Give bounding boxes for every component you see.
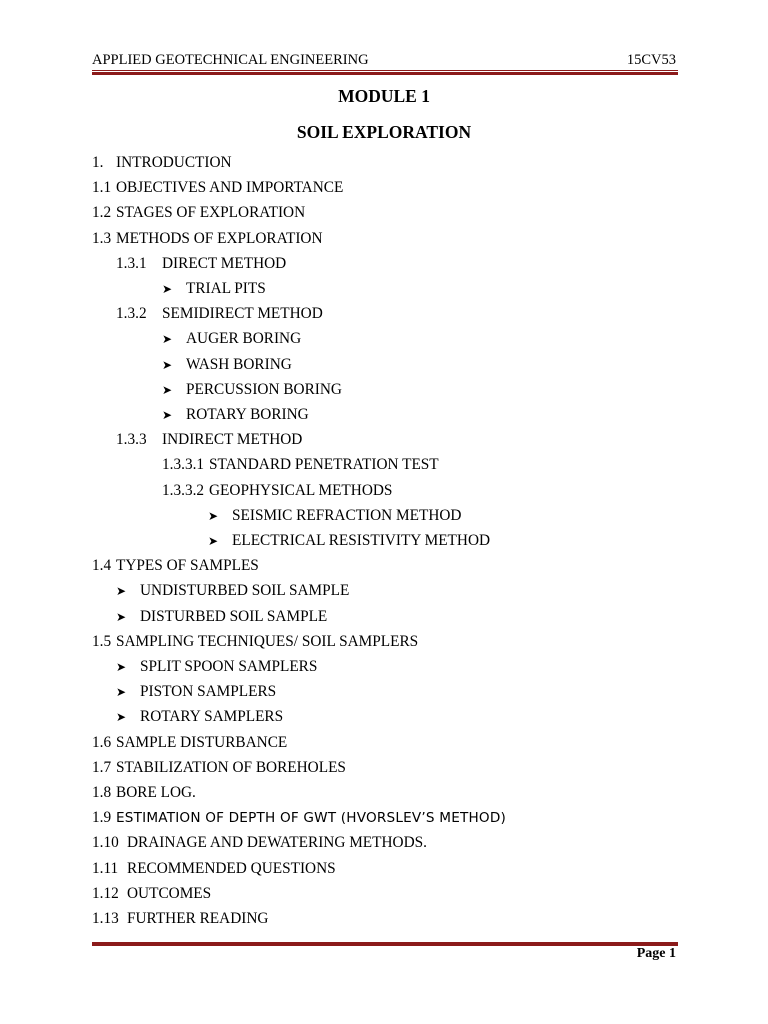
toc-entry bbox=[116, 607, 327, 627]
arrow-bullet-icon: ➤ bbox=[116, 610, 127, 624]
arrow-bullet-icon: ➤ bbox=[162, 408, 173, 422]
toc-entry-label: PISTON SAMPLERS bbox=[140, 683, 277, 700]
toc-entry bbox=[162, 405, 309, 425]
arrow-bullet-icon: ➤ bbox=[162, 358, 173, 372]
arrow-bullet-icon: ➤ bbox=[116, 660, 127, 674]
toc-entry-label: WASH BORING bbox=[186, 356, 292, 373]
toc-entry-number: 1.3.3.2 bbox=[162, 482, 205, 499]
toc-entry-label: INDIRECT METHOD bbox=[162, 431, 303, 448]
toc-entry-label: STABILIZATION OF BOREHOLES bbox=[116, 759, 346, 776]
toc-entry-number: 1.2 bbox=[92, 204, 112, 221]
toc-entry-number: 1.8 bbox=[92, 784, 112, 801]
toc-entry bbox=[92, 859, 336, 879]
toc-entry-label: DRAINAGE AND DEWATERING METHODS. bbox=[127, 834, 427, 851]
toc-entry-label: TYPES OF SAMPLES bbox=[116, 557, 259, 574]
toc-entry-number: 1.4 bbox=[92, 557, 112, 574]
toc-entry bbox=[162, 279, 266, 299]
toc-entry bbox=[92, 884, 211, 904]
toc-entry-number: 1. bbox=[92, 154, 104, 171]
toc-entry bbox=[92, 758, 346, 778]
module-title: SOIL EXPLORATION bbox=[296, 122, 472, 142]
toc-entry-number: 1.12 bbox=[92, 885, 119, 902]
toc-entry-label: STANDARD PENETRATION TEST bbox=[209, 456, 439, 473]
toc-entry-label: STAGES OF EXPLORATION bbox=[116, 204, 306, 221]
toc-entry-label: OBJECTIVES AND IMPORTANCE bbox=[116, 179, 344, 196]
toc-entry bbox=[92, 203, 305, 223]
toc-entry bbox=[208, 531, 490, 551]
toc-entry bbox=[208, 506, 461, 526]
header-course-code: 15CV53 bbox=[626, 52, 676, 68]
toc-entry-label: BORE LOG. bbox=[116, 784, 196, 801]
toc-entry-number: 1.3 bbox=[92, 230, 112, 247]
toc-entry-label: ROTARY BORING bbox=[186, 406, 309, 423]
toc-entry-label: SEISMIC REFRACTION METHOD bbox=[232, 507, 462, 524]
toc-entry-label: RECOMMENDED QUESTIONS bbox=[127, 860, 336, 877]
toc-entry-label: AUGER BORING bbox=[186, 330, 302, 347]
module-heading: MODULE 1 bbox=[338, 86, 430, 106]
toc-entry-label: ELECTRICAL RESISTIVITY METHOD bbox=[232, 532, 491, 549]
arrow-bullet-icon: ➤ bbox=[116, 584, 127, 598]
toc-entry-label: ROTARY SAMPLERS bbox=[140, 708, 284, 725]
arrow-bullet-icon: ➤ bbox=[208, 534, 219, 548]
toc-entry-label: SEMIDIRECT METHOD bbox=[162, 305, 323, 322]
toc-entry bbox=[92, 909, 268, 929]
toc-entry bbox=[92, 178, 343, 198]
toc-entry bbox=[92, 833, 427, 853]
toc-entry-number: 1.3.3 bbox=[116, 431, 147, 448]
arrow-bullet-icon: ➤ bbox=[116, 685, 127, 699]
arrow-bullet-icon: ➤ bbox=[162, 383, 173, 397]
toc-entry-number: 1.1 bbox=[92, 179, 112, 196]
toc-entry-label: GEOPHYSICAL METHODS bbox=[209, 482, 393, 499]
toc-entry bbox=[116, 707, 283, 727]
toc-entry bbox=[162, 481, 392, 501]
toc-entry-label: METHODS OF EXPLORATION bbox=[116, 230, 323, 247]
toc-entry-number: 1.13 bbox=[92, 910, 119, 927]
header-course-title: APPLIED GEOTECHNICAL ENGINEERING bbox=[92, 52, 369, 68]
toc-entry bbox=[116, 657, 317, 677]
toc-entry bbox=[116, 581, 349, 601]
toc-entry-label: FURTHER READING bbox=[127, 910, 269, 927]
toc-entry bbox=[92, 783, 196, 803]
toc-entry bbox=[92, 229, 323, 249]
toc-entry-label: INTRODUCTION bbox=[116, 154, 232, 171]
toc-entry-label: TRIAL PITS bbox=[186, 280, 266, 297]
toc-entry bbox=[116, 304, 323, 324]
toc-entry-label: ESTIMATION OF DEPTH OF GWT (HVORSLEV’S METHOD) bbox=[116, 810, 506, 826]
toc-entry bbox=[162, 455, 439, 475]
toc-entry bbox=[162, 380, 342, 400]
toc-entry-number: 1.5 bbox=[92, 633, 112, 650]
toc-entry-number: 1.3.3.1 bbox=[162, 456, 205, 473]
toc-entry-label: UNDISTURBED SOIL SAMPLE bbox=[140, 582, 350, 599]
toc-entry-label: PERCUSSION BORING bbox=[186, 381, 342, 398]
toc-entry-number: 1.9 bbox=[92, 809, 112, 826]
toc-entry-number: 1.3.1 bbox=[116, 255, 147, 272]
header-divider bbox=[92, 70, 678, 75]
toc-entry-number: 1.11 bbox=[92, 860, 119, 877]
arrow-bullet-icon: ➤ bbox=[162, 282, 173, 296]
toc-entry bbox=[162, 355, 292, 375]
toc-entry bbox=[116, 682, 276, 702]
toc-entry-label: DIRECT METHOD bbox=[162, 255, 287, 272]
toc-entry-label: SAMPLING TECHNIQUES/ SOIL SAMPLERS bbox=[116, 633, 419, 650]
footer-divider bbox=[92, 941, 678, 946]
page-header bbox=[92, 52, 676, 69]
toc-entry bbox=[162, 329, 301, 349]
toc-entry-number: 1.3.2 bbox=[116, 305, 147, 322]
toc-entry bbox=[116, 430, 302, 450]
toc-entry-number: 1.10 bbox=[92, 834, 119, 851]
toc-entry bbox=[92, 556, 259, 576]
toc-entry-label: SAMPLE DISTURBANCE bbox=[116, 734, 288, 751]
arrow-bullet-icon: ➤ bbox=[116, 710, 127, 724]
page-number: Page 1 bbox=[636, 946, 676, 961]
toc-entry bbox=[92, 733, 287, 753]
arrow-bullet-icon: ➤ bbox=[162, 332, 173, 346]
toc-entry bbox=[92, 808, 506, 828]
toc-entry-label: SPLIT SPOON SAMPLERS bbox=[140, 658, 318, 675]
toc-entry bbox=[92, 153, 232, 173]
toc-entry-label: DISTURBED SOIL SAMPLE bbox=[140, 608, 328, 625]
toc-entry-label: OUTCOMES bbox=[127, 885, 212, 902]
toc-entry bbox=[116, 254, 286, 274]
toc-entry bbox=[92, 632, 418, 652]
toc-entry-number: 1.7 bbox=[92, 759, 112, 776]
toc-entry-number: 1.6 bbox=[92, 734, 112, 751]
arrow-bullet-icon: ➤ bbox=[208, 509, 219, 523]
